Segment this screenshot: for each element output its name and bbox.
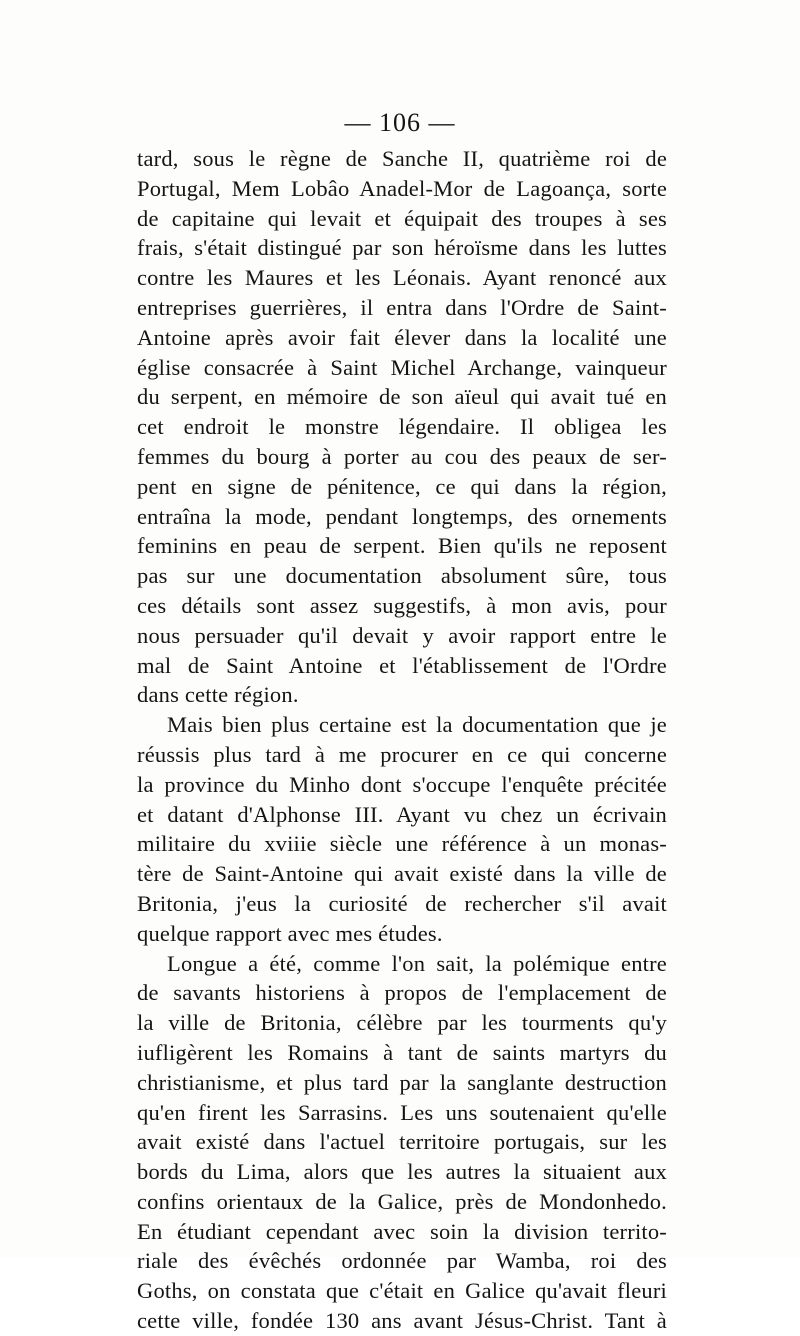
text-line: militaire du xviiie siècle une référence à un monas-: [137, 831, 667, 857]
text-line: bords du Lima, alors que les autres la situaient aux: [137, 1159, 667, 1185]
text-line: la province du Minho dont s'occupe l'enquête précitée: [137, 771, 667, 797]
text-line: de savants historiens à propos de l'emplacement de: [137, 980, 667, 1006]
text-line: Antoine après avoir fait élever dans la localité une: [137, 324, 667, 350]
text-line: cet endroit le monstre légendaire. Il obligea les: [137, 414, 667, 440]
text-line: la ville de Britonia, célèbre par les tourments qu'y: [137, 1010, 667, 1036]
text-line: cette ville, fondée 130 ans avant Jésus-Christ. Tant à: [137, 1308, 667, 1334]
text-line: Portugal, Mem Lobâo Anadel-Mor de Lagoança, sorte: [137, 175, 667, 201]
paragraph-end-line: quelque rapport avec mes études.: [137, 920, 443, 946]
paragraph-start-line: Mais bien plus certaine est la documentation que je: [167, 712, 667, 738]
text-line: pent en signe de pénitence, ce qui dans la région,: [137, 473, 667, 499]
text-line: tère de Saint-Antoine qui avait existé dans la ville de: [137, 861, 667, 887]
text-line: riale des évêchés ordonnée par Wamba, roi des: [137, 1248, 667, 1274]
paragraph-end-line: dans cette région.: [137, 682, 299, 708]
text-line: femmes du bourg à porter au cou des peaux de ser-: [137, 443, 667, 469]
text-line: entraîna la mode, pendant longtemps, des ornements: [137, 503, 667, 529]
text-line: et datant d'Alphonse III. Ayant vu chez un écrivain: [137, 801, 667, 827]
text-line: réussis plus tard à me procurer en ce qui concerne: [137, 741, 667, 767]
text-line: entreprises guerrières, il entra dans l'Ordre de Saint-: [137, 294, 667, 320]
text-line: contre les Maures et les Léonais. Ayant renoncé aux: [137, 265, 667, 291]
text-line: En étudiant cependant avec soin la division territo-: [137, 1218, 667, 1244]
text-line: confins orientaux de la Galice, près de Mondonhedo.: [137, 1188, 667, 1214]
text-line: du serpent, en mémoire de son aïeul qui avait tué en: [137, 384, 667, 410]
text-line: christianisme, et plus tard par la sanglante destruction: [137, 1069, 667, 1095]
text-line: feminins en peau de serpent. Bien qu'ils ne reposent: [137, 533, 667, 559]
text-line: de capitaine qui levait et équipait des troupes à ses: [137, 205, 667, 231]
text-line: qu'en firent les Sarrasins. Les uns soutenaient qu'elle: [137, 1099, 667, 1125]
text-line: pas sur une documentation absolument sûre, tous: [137, 563, 667, 589]
page-number: — 106 —: [344, 108, 456, 137]
text-line: Goths, on constata que c'était en Galice qu'avait fleuri: [137, 1278, 667, 1304]
text-line: iufligèrent les Romains à tant de saints martyrs du: [137, 1039, 667, 1065]
text-line: mal de Saint Antoine et l'établissement de l'Ordre: [137, 652, 667, 678]
text-line: frais, s'était distingué par son héroïsme dans les luttes: [137, 235, 667, 261]
text-line: ces détails sont assez suggestifs, à mon avis, pour: [137, 592, 667, 618]
text-line: église consacrée à Saint Michel Archange, vainqueur: [137, 354, 667, 380]
body-text: [137, 144, 667, 1336]
text-line: tard, sous le règne de Sanche II, quatrième roi de: [137, 146, 667, 171]
text-line: Britonia, j'eus la curiosité de rechercher s'il avait: [137, 890, 667, 916]
text-line: nous persuader qu'il devait y avoir rapport entre le: [137, 622, 667, 648]
paragraph-start-line: Longue a été, comme l'on sait, la polémique entre: [167, 950, 667, 976]
text-line: avait existé dans l'actuel territoire portugais, sur les: [137, 1129, 667, 1155]
